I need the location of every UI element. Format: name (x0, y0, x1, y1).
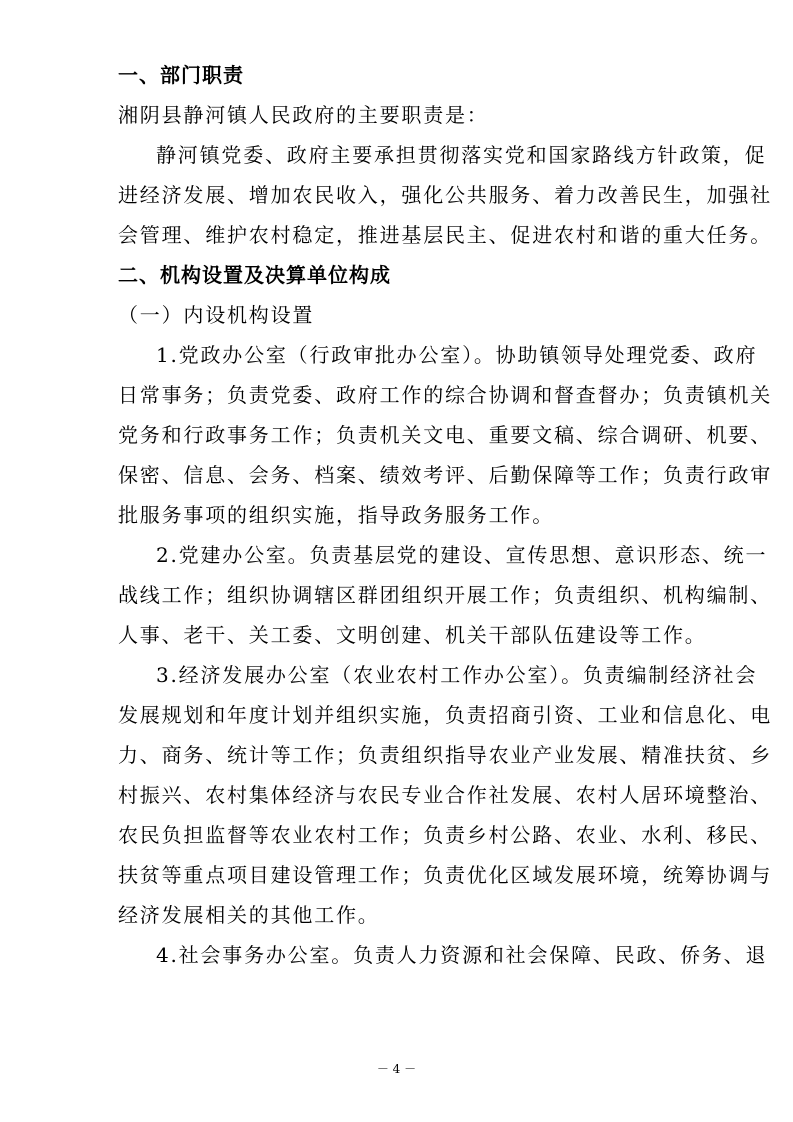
duties-paragraph (118, 135, 772, 255)
item-party-office (118, 335, 772, 535)
paragraph-line: 人事、老干、关工委、文明创建、机关干部队伍建设等工作。 (118, 623, 707, 647)
item-party-building-office (118, 535, 772, 655)
intro-line: 湘阴县静河镇人民政府的主要职责是： (118, 103, 489, 127)
paragraph-line: 农民负担监督等农业农村工作；负责乡村公路、农业、水利、移民、 (118, 823, 772, 847)
item-social-affairs-office (156, 935, 768, 975)
subheading-internal-units: （一）内设机构设置 (118, 303, 315, 327)
paragraph-line: 保密、信息、会务、档案、绩效考评、后勤保障等工作；负责行政审 (118, 463, 772, 487)
paragraph-line: 批服务事项的组织实施，指导政务服务工作。 (118, 503, 554, 527)
page-content (118, 55, 772, 975)
paragraph-line: 1.党政办公室（行政审批办公室）。协助镇领导处理党委、政府 (156, 343, 758, 367)
paragraph-line: 2.党建办公室。负责基层党的建设、宣传思想、意识形态、统一 (156, 543, 768, 567)
paragraph-line: 进经济发展、增加农民收入，强化公共服务、着力改善民生，加强社 (118, 183, 772, 207)
paragraph-line: 日常事务；负责党委、政府工作的综合协调和督查督办；负责镇机关 (118, 383, 772, 407)
section-heading-structure: 二、机构设置及决算单位构成 (118, 263, 391, 287)
paragraph-line: 村振兴、农村集体经济与农民专业合作社发展、农村人居环境整治、 (118, 783, 772, 807)
paragraph-line: 静河镇党委、政府主要承担贯彻落实党和国家路线方针政策，促 (156, 143, 767, 167)
paragraph-line: 3.经济发展办公室（农业农村工作办公室）。负责编制经济社会 (156, 663, 758, 687)
paragraph-line: 会管理、维护农村稳定，推进基层民主、促进农村和谐的重大任务。 (118, 223, 772, 247)
page-number: － 4 － (376, 1062, 417, 1076)
paragraph-line: 经济发展相关的其他工作。 (118, 903, 380, 927)
paragraph-line: 发展规划和年度计划并组织实施，负责招商引资、工业和信息化、电 (118, 703, 772, 727)
item-economic-office (118, 655, 772, 935)
section-heading-duties: 一、部门职责 (118, 63, 244, 87)
paragraph-line: 党务和行政事务工作；负责机关文电、重要文稿、综合调研、机要、 (118, 423, 772, 447)
paragraph-line: 力、商务、统计等工作；负责组织指导农业产业发展、精准扶贫、乡 (118, 743, 772, 767)
paragraph-line: 4.社会事务办公室。负责人力资源和社会保障、民政、侨务、退 (156, 943, 768, 967)
paragraph-line: 扶贫等重点项目建设管理工作；负责优化区域发展环境，统筹协调与 (118, 863, 772, 887)
paragraph-line: 战线工作；组织协调辖区群团组织开展工作；负责组织、机构编制、 (118, 583, 772, 607)
